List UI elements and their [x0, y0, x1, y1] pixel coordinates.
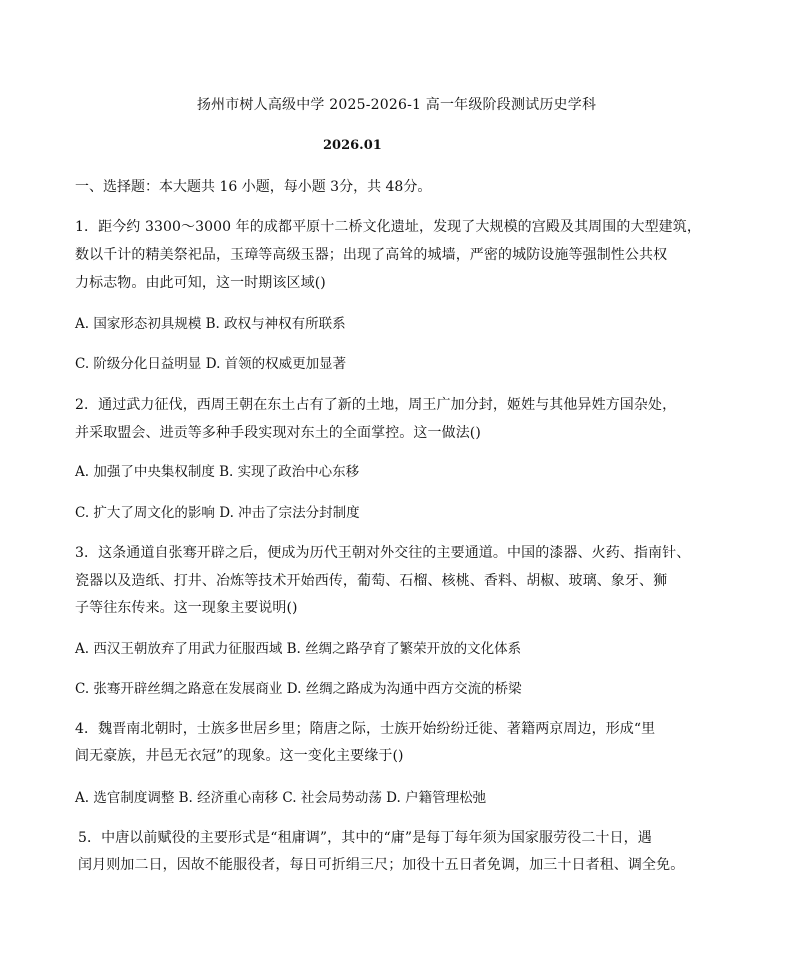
question-1-line-1: 1．距今约 3300～3000 年的成都平原十二桥文化遗址，发现了大规模的宫殿及其周围的大型建筑， [75, 219, 701, 235]
question-2-options-ab: A. 加强了中央集权制度 B. 实现了政治中心东移 [75, 464, 360, 480]
exam-date: 2026.01 [323, 138, 382, 153]
question-3-line-2: 瓷器以及造纸、打井、冶炼等技术开始西传，葡萄、石榴、核桃、香料、胡椒、玻璃、象牙、狮 [75, 573, 668, 589]
question-4-options: A. 选官制度调整 B. 经济重心南移 C. 社会局势动荡 D. 户籍管理松弛 [75, 790, 487, 806]
question-4-line-1: 4．魏晋南北朝时，士族多世居乡里；隋唐之际，士族开始纷纷迁徙、著籍两京周边，形成“里 [75, 721, 656, 737]
question-1-line-2: 数以千计的精美祭祀品，玉璋等高级玉器；出现了高耸的城墙，严密的城防设施等强制性公共权 [75, 247, 668, 263]
section-heading: 一、选择题：本大题共 16 小题，每小题 3分，共 48分。 [75, 179, 432, 195]
exam-title: 扬州市树人高级中学 2025-2026-1 高一年级阶段测试历史学科 [196, 97, 597, 113]
question-3-line-3: 子等往东传来。这一现象主要说明() [75, 600, 298, 616]
question-2-line-2: 并采取盟会、进贡等多种手段实现对东土的全面掌控。这一做法() [75, 425, 481, 441]
question-3-options-ab: A. 西汉王朝放弃了用武力征服西域 B. 丝绸之路孕育了繁荣开放的文化体系 [75, 641, 522, 657]
question-5-line-2: 闰月则加二日，因故不能服役者，每日可折绢三尺；加役十五日者免调，加三十日者租、调全免。 [78, 857, 685, 873]
question-1-line-3: 力标志物。由此可知，这一时期该区域() [75, 275, 326, 291]
question-5-line-1: 5．中唐以前赋役的主要形式是“租庸调”，其中的“庸”是每丁每年须为国家服劳役二十日，遇 [78, 830, 652, 846]
question-2-line-1: 2．通过武力征伐，西周王朝在东土占有了新的土地，周王广加分封，姬姓与其他异姓方国杂处， [75, 397, 677, 413]
question-4-line-2: 闾无豪族，井邑无衣冠”的现象。这一变化主要缘于() [75, 748, 404, 764]
question-3-options-cd: C. 张骞开辟丝绸之路意在发展商业 D. 丝绸之路成为沟通中西方交流的桥梁 [75, 681, 522, 697]
question-3-line-1: 3．这条通道自张骞开辟之后，便成为历代王朝对外交往的主要通道。中国的漆器、火药、指南针、 [75, 545, 691, 561]
question-2-options-cd: C. 扩大了周文化的影响 D. 冲击了宗法分封制度 [75, 505, 360, 521]
question-1-options-cd: C. 阶级分化日益明显 D. 首领的权威更加显著 [75, 356, 347, 372]
question-1-options-ab: A. 国家形态初具规模 B. 政权与神权有所联系 [75, 316, 346, 332]
